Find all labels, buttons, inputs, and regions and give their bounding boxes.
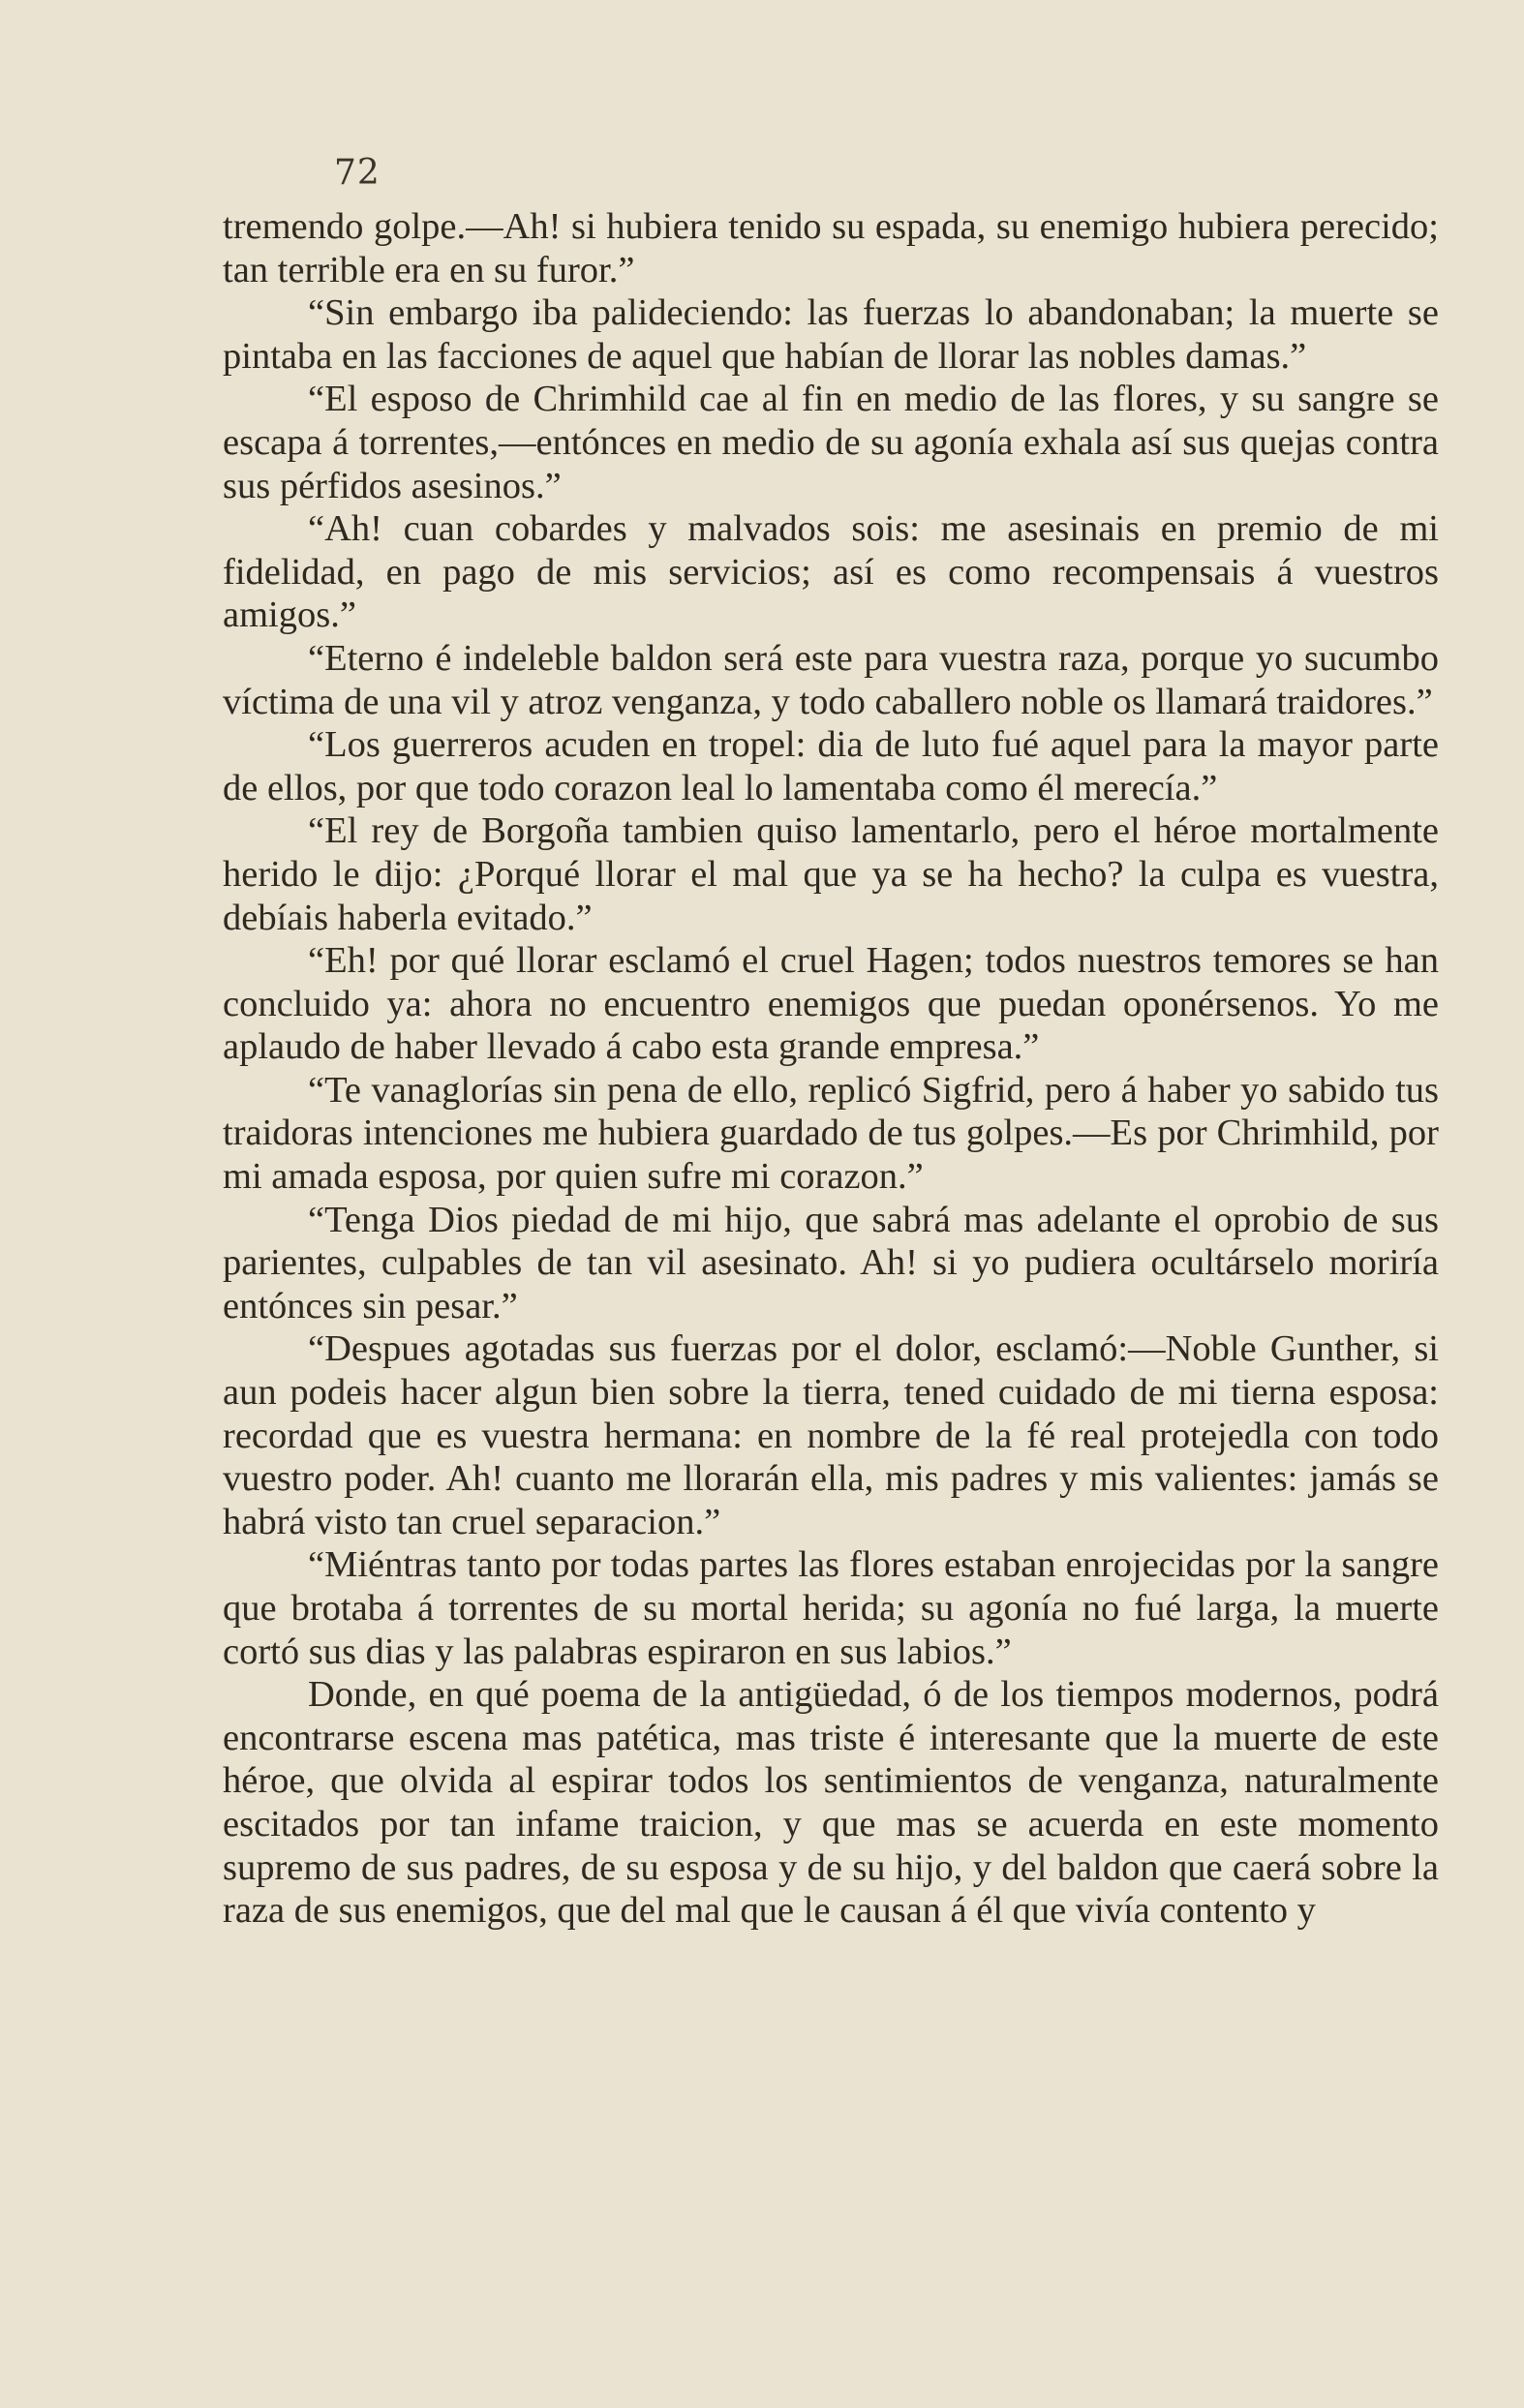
paragraph-10: “Tenga Dios piedad de mi hijo, que sabrá mas adelante el oprobio de sus parientes, culpables de tan vil asesinato. Ah! si yo pudiera ocultárselo moriría entónces sin pesar.” (223, 1199, 1439, 1326)
paragraph-6: “Los guerreros acuden en tropel: dia de luto fué aquel para la mayor parte de ellos, por que todo corazon leal lo lamentaba como él merecía.” (223, 724, 1439, 808)
paragraph-3: “El esposo de Chrimhild cae al fin en medio de las flores, y su sangre se escapa á torrentes,—entónces en medio de su agonía exhala así sus quejas contra sus pérfidos asesinos.” (223, 379, 1439, 506)
paragraph-1: tremendo golpe.—Ah! si hubiera tenido su espada, su enemigo hubiera perecido; tan terrible era en su furor.” (223, 206, 1439, 290)
paragraph-5: “Eterno é indeleble baldon será este para vuestra raza, porque yo sucumbo víctima de una vil y atroz venganza, y todo caballero noble os llamará traidores.” (223, 637, 1439, 722)
paragraph-2: “Sin embargo iba palideciendo: las fuerzas lo abandonaban; la muerte se pintaba en las facciones de aquel que habían de llorar las nobles damas.” (223, 292, 1439, 377)
page-number: 72 (334, 153, 381, 193)
paragraph-13: Donde, en qué poema de la antigüedad, ó de los tiempos modernos, podrá encontrarse escena mas patética, mas triste é interesante que la muerte de este héroe, que olvida al espirar todos los sentimientos de venganza, naturalmente escitados por tan infame traicion, y que mas se acuerda en este momento supremo de sus padres, de su esposa y de su hijo, y del baldon que caerá sobre la raza de sus enemigos, que del mal que le causan á él que vivía contento y (223, 1674, 1439, 1932)
paragraph-12: “Miéntras tanto por todas partes las flores estaban enrojecidas por la sangre que brotaba á torrentes de su mortal herida; su agonía no fué larga, la muerte cortó sus dias y las palabras espiraron en sus labios.” (223, 1544, 1439, 1672)
paragraph-11: “Despues agotadas sus fuerzas por el dolor, esclamó:—Noble Gunther, si aun podeis hacer algun bien sobre la tierra, tened cuidado de mi tierna esposa: recordad que es vuestra hermana: en nombre de la fé real protejedla con todo vuestro poder. Ah! cuanto me llorarán ella, mis padres y mis valientes: jamás se habrá visto tan cruel separacion.” (223, 1328, 1439, 1542)
paragraph-4: “Ah! cuan cobardes y malvados sois: me asesinais en premio de mi fidelidad, en pago de mis servicios; así es como recompensais á vuestros amigos.” (223, 508, 1439, 636)
page-body (223, 205, 1439, 1933)
paragraph-8: “Eh! por qué llorar esclamó el cruel Hagen; todos nuestros temores se han concluido ya: ahora no encuentro enemigos que puedan oponérsenos. Yo me aplaudo de haber llevado á cabo esta grande empresa.” (223, 940, 1439, 1068)
paragraph-7: “El rey de Borgoña tambien quiso lamentarlo, pero el héroe mortalmente herido le dijo: ¿Porqué llorar el mal que ya se ha hecho? la culpa es vuestra, debíais haberla evitado.” (223, 810, 1439, 938)
paragraph-9: “Te vanaglorías sin pena de ello, replicó Sigfrid, pero á haber yo sabido tus traidoras intenciones me hubiera guardado de tus golpes.—Es por Chrimhild, por mi amada esposa, por quien sufre mi corazon.” (223, 1069, 1439, 1198)
